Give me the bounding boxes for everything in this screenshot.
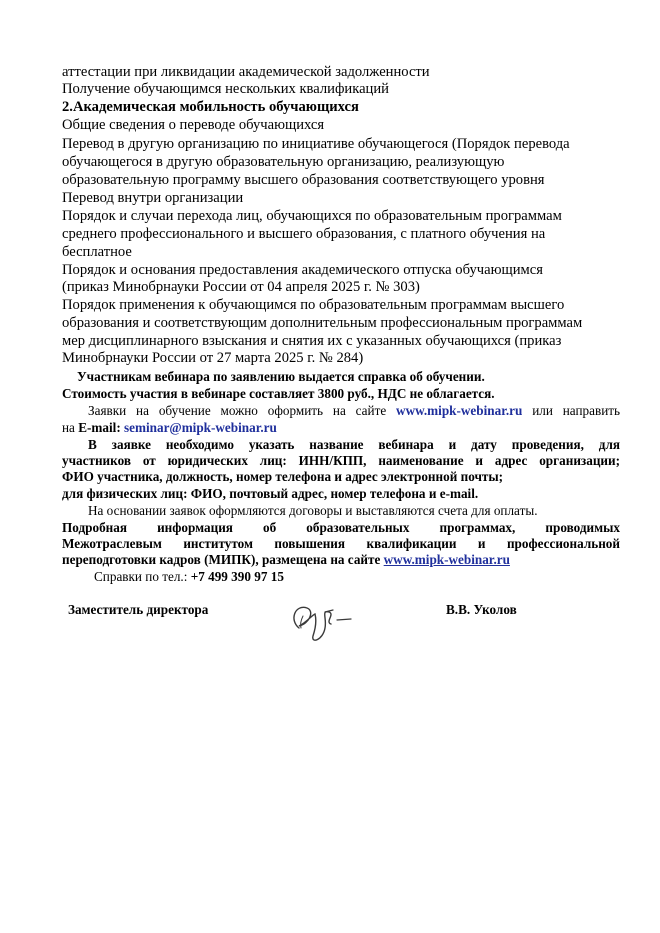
requirements-line: В заявке необходимо указать название вебинара и дату проведения, для <box>88 437 620 452</box>
email-label: E-mail: <box>78 420 121 435</box>
program-line: Общие сведения о переводе обучающихся <box>62 117 325 133</box>
program-line: аттестации при ликвидации академической задолженности <box>62 64 430 80</box>
cost-prefix: Стоимость участия в вебинаре составляет <box>62 386 315 401</box>
apply-text: на <box>62 420 75 435</box>
email-link[interactable]: seminar@mipk-webinar.ru <box>124 420 277 435</box>
website-link[interactable]: www.mipk-webinar.ru <box>383 552 510 567</box>
phone-label: Справки по тел.: <box>94 569 188 584</box>
cost-suffix: руб., НДС не облагается. <box>347 386 495 401</box>
requirements-line: для физических лиц: ФИО, почтовый адрес, номер телефона и e-mail. <box>62 486 479 501</box>
phone-number: +7 499 390 97 15 <box>190 569 284 584</box>
email-line <box>62 419 277 436</box>
program-line: мер дисциплинарного взыскания и снятия их с указанных обучающихся (приказ <box>62 333 562 349</box>
apply-text: или направить <box>532 403 621 418</box>
program-line: Перевод в другую организацию по инициативе обучающегося (Порядок перевода <box>62 136 570 152</box>
more-info-text: переподготовки кадров (МИПК), размещена на сайте <box>62 552 381 567</box>
phone-line <box>94 568 284 585</box>
contracts-note: На основании заявок оформляются договоры и выставляются счета для оплаты. <box>88 503 538 518</box>
section-heading: 2.Академическая мобильность обучающихся <box>62 99 359 115</box>
program-line: Порядок и случаи перехода лиц, обучающихся по образовательным программам <box>62 208 562 224</box>
program-line: Порядок и основания предоставления академического отпуска обучающимся <box>62 262 543 278</box>
apply-line <box>88 402 620 419</box>
program-line: (приказ Минобрнауки России от 04 апреля 2025 г. № 303) <box>62 279 420 295</box>
more-info-line <box>62 551 510 568</box>
program-line: обучающегося в другую образовательную организацию, реализующую <box>62 154 505 170</box>
program-line: Получение обучающимся нескольких квалификаций <box>62 81 389 97</box>
handwritten-signature <box>285 598 365 646</box>
signatory-name: В.В. Уколов <box>446 602 517 617</box>
program-line: Порядок применения к обучающимся по образовательным программам высшего <box>62 297 565 313</box>
cost-line <box>62 385 495 402</box>
program-line: Перевод внутри организации <box>62 190 244 206</box>
program-line: образования и соответствующим дополнительным профессиональным программам <box>62 315 583 331</box>
program-line: бесплатное <box>62 244 132 260</box>
website-link[interactable]: www.mipk-webinar.ru <box>396 403 523 418</box>
more-info-line: Подробная информация об образовательных программах, проводимых <box>62 520 620 535</box>
apply-text: Заявки на обучение можно оформить на сайте <box>88 403 387 418</box>
signatory-position: Заместитель директора <box>68 602 209 617</box>
program-line: среднего профессионального и высшего образования, с платного обучения на <box>62 226 546 242</box>
program-line: образовательную программу высшего образования соответствующего уровня <box>62 172 545 188</box>
program-line: Минобрнауки России от 27 марта 2025 г. № 284) <box>62 350 364 366</box>
cost-amount: 3800 <box>317 386 345 401</box>
certificate-note: Участникам вебинара по заявлению выдается справка об обучении. <box>77 369 485 384</box>
more-info-line: Межотраслевым институтом повышения квалификации и профессиональной <box>62 536 620 551</box>
requirements-line: ФИО участника, должность, номер телефона и адрес электронной почты; <box>62 469 504 484</box>
requirements-line: участников от юридических лиц: ИНН/КПП, наименование и адрес организации; <box>62 453 620 468</box>
